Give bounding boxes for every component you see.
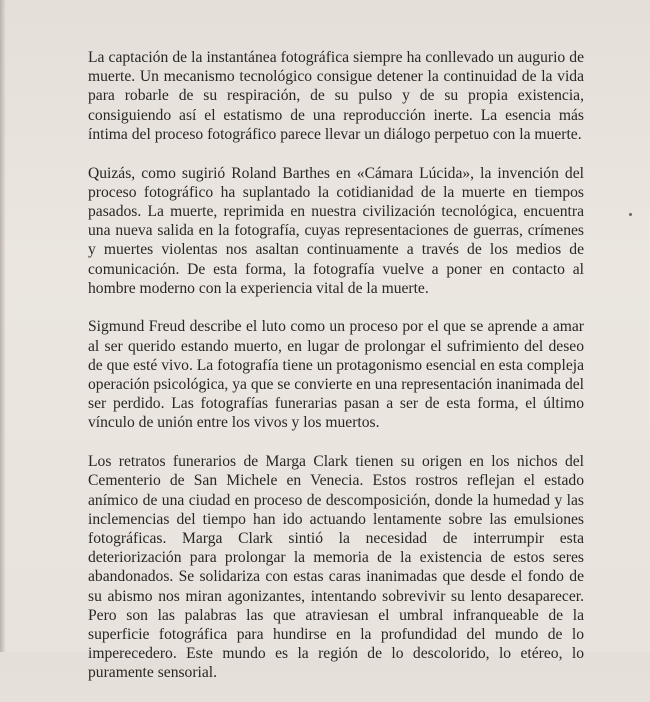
- paragraph-1: La captación de la instantánea fotográfica siempre ha conllevado un augurio de muerte. Un mecanismo tecnológico consigue detener la continuidad de la vida para robarle de su respiración, de su pulso y de su propia existencia, consiguiendo así el estatismo de una reproducción inerte. La esencia más íntima del proceso fotográfico parece llevar un diálogo perpetuo con la muerte.: [88, 49, 584, 143]
- page-edge-shadow: [0, 0, 6, 652]
- body-text: [88, 48, 584, 702]
- paper-speck: [629, 213, 632, 216]
- paragraph-4: Los retratos funerarios de Marga Clark tienen su origen en los nichos del Cementerio de San Michele en Venecia. Estos rostros reflejan el estado anímico de una ciudad en proceso de descomposición, donde la humedad y las inclemencias del tiempo han ido actuando lentamente sobre las emulsiones fotográficas. Marga Clark sintió la necesidad de interrumpir esta deteriorización para prolongar la memoria de la existencia de estos seres abandonados. Se solidariza con estas caras inanimadas que desde el fondo de su abismo nos miran agonizantes, intentando sobrevivir su lento desaparecer. Pero son las palabras las que atraviesan el umbral infranqueable de la superficie fotográfica para hundirse en la profundidad del mundo de lo imperecedero. Este mundo es la región de lo descolorido, lo etéreo, lo puramente sensorial.: [88, 453, 584, 682]
- paragraph-3: Sigmund Freud describe el luto como un proceso por el que se aprende a amar al ser querido estando muerto, en lugar de prolongar el sufrimiento del deseo de que esté vivo. La fotografía tiene un protagonismo esencial en esta compleja operación psicológica, ya que se convierte en una representación inanimada del ser perdido. Las fotografías funerarias pasan a ser de esta forma, el último vínculo de unión entre los vivos y los muertos.: [88, 318, 584, 432]
- paragraph-2: Quizás, como sugirió Roland Barthes en «Cámara Lúcida», la invención del proceso fotográfico ha suplantado la cotidianidad de la muerte en tiempos pasados. La muerte, reprimida en nuestra civilización tecnológica, encuentra una nueva salida en la fotografía, cuyas representaciones de guerras, crímenes y muertes violentas nos asaltan continuamente a través de los medios de comunicación. De esta forma, la fotografía vuelve a poner en contacto al hombre moderno con la experiencia vital de la muerte.: [88, 164, 584, 297]
